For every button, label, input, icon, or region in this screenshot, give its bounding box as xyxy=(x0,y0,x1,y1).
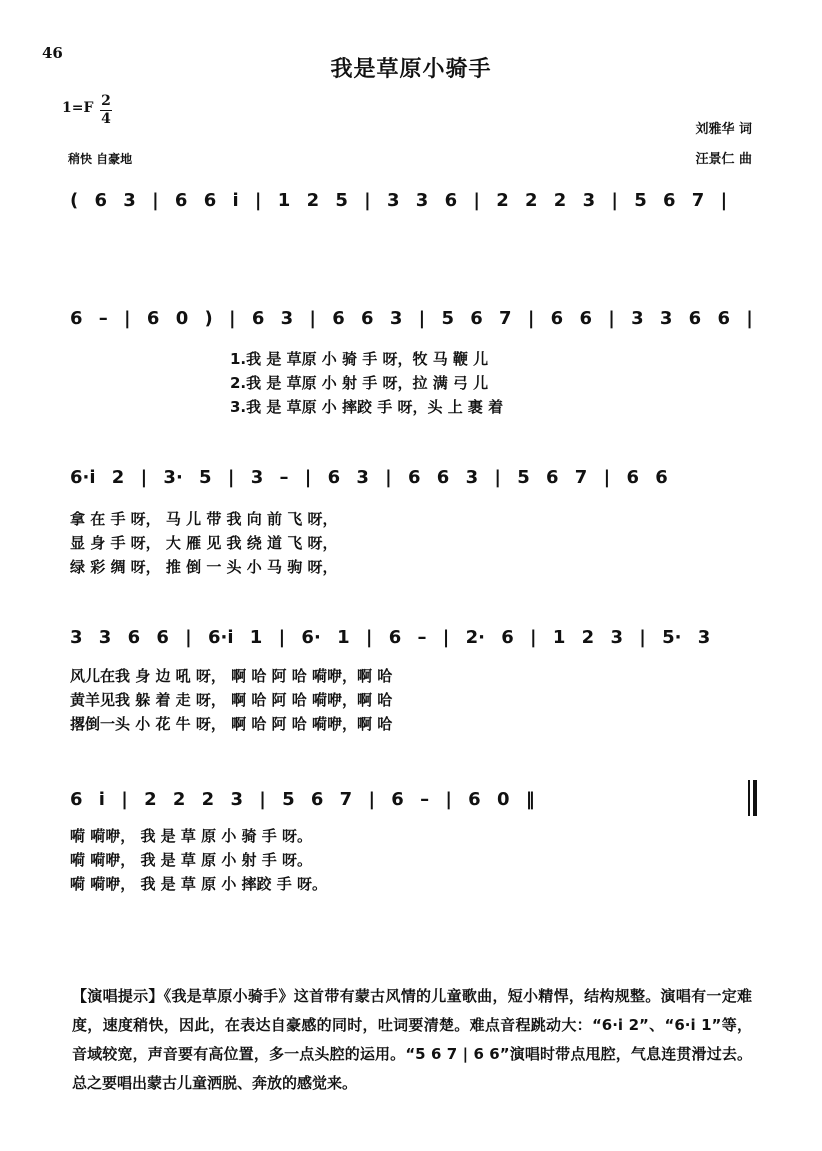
lyric-verse2-line3: 显 身 手 呀， 大 雁 见 我 绕 道 飞 呀， xyxy=(70,534,338,552)
lyric-verse2-line2: 2.我 是 草原 小 射 手 呀，拉 满 弓 儿 xyxy=(230,374,489,392)
lyric-verse3-line4: 撂倒一头 小 花 牛 呀， 啊 哈 阿 哈 嗬咿，啊 哈 xyxy=(70,715,393,733)
score-line-4: 3 3 6 6 | 6·i 1 | 6· 1 | 6 – | 2· 6 | 1 2 3 | 5· 3 xyxy=(70,627,711,648)
lyric-verse1-line5: 嗬 嗬咿， 我 是 草 原 小 骑 手 呀。 xyxy=(70,827,313,845)
lyric-verse1-line3: 拿 在 手 呀， 马 儿 带 我 向 前 飞 呀， xyxy=(70,510,338,528)
score-line-1: ( 6 3 | 6 6 i | 1 2 5 | 3 3 6 | 2 2 2 3 | 5 6 7 | xyxy=(70,190,728,211)
singing-hint xyxy=(72,982,752,1098)
hint-text: 《我是草原小骑手》这首带有蒙古风情的儿童歌曲，短小精悍，结构规整。演唱有一定难度，速度稍快，因此，在表达自豪感的同时，吐词要清楚。难点音程跳动大：“6·i 2”、“6·i 1”等，音域较宽，声音要有高位置，多一点头腔的运用。“5 6 7 | 6 6”演唱时带点甩腔，气息连贯滑过去。总之要唱出蒙古儿童洒脱、奔放的感觉来。 xyxy=(72,987,752,1092)
key-signature: 1=F xyxy=(62,100,94,116)
lyricist-credit: 刘雅华 词 xyxy=(695,122,752,137)
final-barline-thick xyxy=(753,780,757,816)
lyric-verse2-line4: 黄羊见我 躲 着 走 呀， 啊 哈 阿 哈 嗬咿，啊 哈 xyxy=(70,691,393,709)
score-line-5: 6 i | 2 2 2 3 | 5 6 7 | 6 – | 6 0 ‖ xyxy=(70,789,535,810)
lyric-verse3-line2: 3.我 是 草原 小 摔跤 手 呀，头 上 裹 着 xyxy=(230,398,504,416)
meter-top: 2 xyxy=(101,93,111,109)
lyric-verse2-line5: 嗬 嗬咿， 我 是 草 原 小 射 手 呀。 xyxy=(70,851,313,869)
tempo-marking: 稍快 自豪地 xyxy=(68,152,133,166)
hint-label: 【演唱提示】 xyxy=(72,987,164,1005)
lyric-verse1-line2: 1.我 是 草原 小 骑 手 呀，牧 马 鞭 儿 xyxy=(230,350,489,368)
meter-bottom: 4 xyxy=(101,111,111,127)
composer-credit: 汪景仁 曲 xyxy=(695,152,752,167)
song-title: 我是草原小骑手 xyxy=(330,57,492,82)
lyric-verse3-line3: 绿 彩 绸 呀， 推 倒 一 头 小 马 驹 呀， xyxy=(70,558,338,576)
lyric-verse3-line5: 嗬 嗬咿， 我 是 草 原 小 摔跤 手 呀。 xyxy=(70,875,328,893)
final-barline-thin xyxy=(748,780,750,816)
score-line-2: 6 – | 6 0 ) | 6 3 | 6 6 3 | 5 6 7 | 6 6 | 3 3 6 6 | xyxy=(70,308,753,329)
lyric-verse1-line4: 风儿在我 身 边 吼 呀， 啊 哈 阿 哈 嗬咿，啊 哈 xyxy=(70,667,393,685)
page-number: 46 xyxy=(42,44,63,62)
score-line-3: 6·i 2 | 3· 5 | 3 – | 6 3 | 6 6 3 | 5 6 7 | 6 6 xyxy=(70,467,668,488)
time-signature xyxy=(100,94,112,127)
